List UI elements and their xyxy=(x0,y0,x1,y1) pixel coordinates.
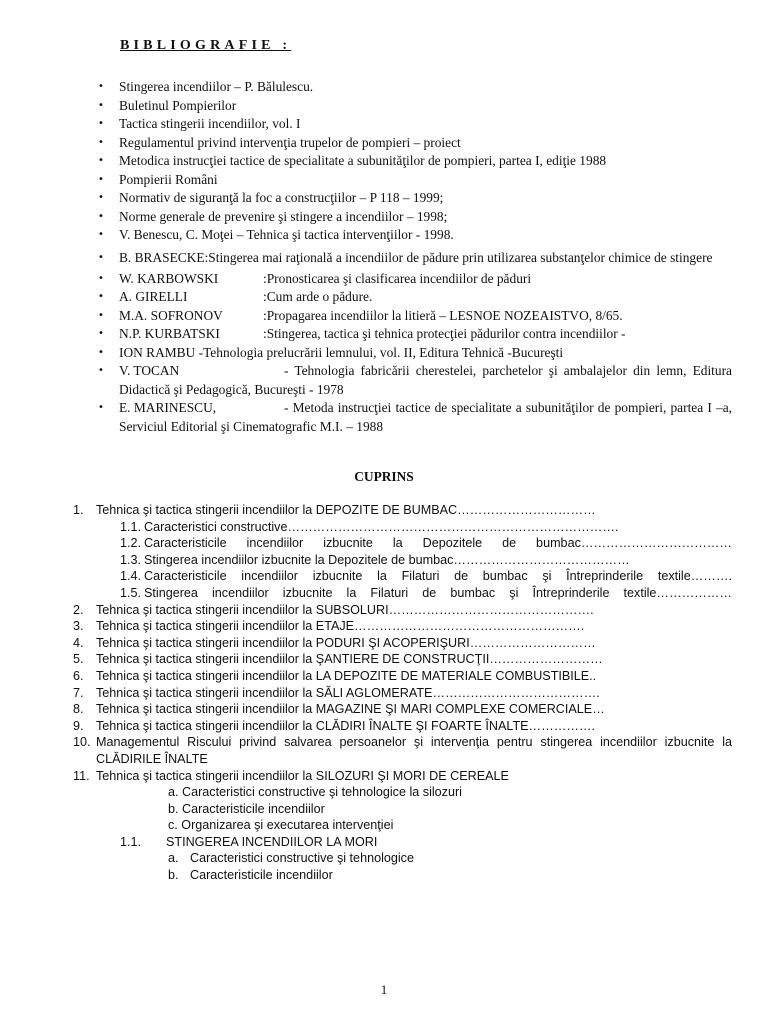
list-item: • Metodica instrucţiei tactice de specialitate a subunităţilor de pompieri, partea I, ediţie 1988 xyxy=(0,152,768,171)
list-item: • V. Benescu, C. Moţei – Tehnica şi tactica intervenţiilor - 1998. xyxy=(0,226,768,245)
toc-subentry: 1.4. Caracteristicile incendiilor izbucnite la Filaturi de bumbac şi Întreprinderile textile………. xyxy=(120,569,732,584)
work: :Propagarea incendiilor la litieră – LESNOE NOZEAISTVO, 8/65. xyxy=(263,307,623,323)
work: - Tehnologia fabricării cherestelei, parchetelor şi ambalajelor din lemn, Editura Didactică şi Pedagogică, Bucureşti - 1978 xyxy=(119,363,732,397)
toc-entry: 9. Tehnica şi tactica stingerii incendiilor la CLĂDIRI ÎNALTE ŞI FOARTE ÎNALTE……………. xyxy=(73,718,596,733)
toc-entry: 2. Tehnica şi tactica stingerii incendiilor la SUBSOLURI…………………………………………. xyxy=(73,602,594,617)
author: W. KARBOWSKI xyxy=(119,270,219,286)
toc-entry: 3. Tehnica şi tactica stingerii incendiilor la ETAJE………………………………………………. xyxy=(73,619,585,634)
list-item: • Normativ de siguranţă la foc a construcţiilor – P 118 – 1999; xyxy=(0,189,768,208)
work: :Stingerea, tactica şi tehnica protecţiei pădurilor contra incendiilor - xyxy=(263,326,626,341)
toc-subentry: 1.5. Stingerea incendiilor izbucnite la Filaturi de bumbac şi Întreprinderile textile……………… xyxy=(120,585,732,600)
work: :Pronosticarea şi clasificarea incendiilor de păduri xyxy=(263,270,532,286)
list-item: • Tactica stingerii incendiilor, vol. I xyxy=(0,115,768,134)
list-item: • B. BRASECKE:Stingerea mai raţională a incendiilor de pădure prin utilizarea substanţelor chimice de stingere xyxy=(0,245,768,270)
toc-entry: 1. Tehnica şi tactica stingerii incendiilor la DEPOZITE DE BUMBAC…………………………… xyxy=(73,503,596,517)
author: A. GIRELLI xyxy=(119,289,188,304)
toc-entry: 7. Tehnica şi tactica stingerii incendiilor la SĂLI AGLOMERATE…………………………………. xyxy=(73,685,600,700)
list-item: • Stingerea incendiilor – P. Bălulescu. xyxy=(0,78,768,97)
list-item: • Norme generale de prevenire şi stingere a incendiilor – 1998; xyxy=(0,208,768,227)
toc-subentry: a. Caracteristici constructive şi tehnologice xyxy=(168,851,414,866)
toc-subentry: b. Caracteristicile incendiilor xyxy=(168,868,333,883)
toc-entry: 4. Tehnica şi tactica stingerii incendiilor la PODURI ŞI ACOPERIŞURI………………………… xyxy=(73,635,596,650)
toc-subentry: 1.3. Stingerea incendiilor izbucnite la Depozitele de bumbac…………………………………… xyxy=(120,552,630,567)
author: M.A. SOFRONOV xyxy=(119,307,223,323)
list-item xyxy=(0,362,768,399)
list-item xyxy=(0,307,768,326)
toc-subentry: 1.1. Caracteristici constructive……………………………………………………………………. xyxy=(120,519,619,534)
toc-entry: 11. Tehnica şi tactica stingerii incendiilor la SILOZURI ŞI MORI DE CEREALE xyxy=(73,768,509,783)
list-item xyxy=(0,399,768,436)
toc-entry: 10. Managementul Riscului privind salvarea persoanelor şi intervenţia pentru stingerea incendiilor izbucnite la CLĂDIRILE ÎNALTE xyxy=(73,735,732,766)
list-item: • Regulamentul privind intervenţia trupelor de pompieri – proiect xyxy=(0,134,768,153)
bibliography-list xyxy=(0,78,768,436)
list-item xyxy=(0,288,768,307)
work: - Metoda instrucţiei tactice de specialitate a subunităţilor de pompieri, partea I –a, Serviciul Editorial şi Cinematografic M.I. – 1988 xyxy=(119,400,732,434)
page-number: 1 xyxy=(380,982,388,997)
toc-entry: 8. Tehnica şi tactica stingerii incendiilor la MAGAZINE ŞI MARI COMPLEXE COMERCIALE… xyxy=(73,702,605,717)
toc-subentry: b. Caracteristicile incendiilor xyxy=(168,801,325,816)
work: :Cum arde o pădure. xyxy=(263,289,373,304)
page-title: BIBLIOGRAFIE : xyxy=(120,38,292,53)
toc-subentry: 1.2. Caracteristicile incendiilor izbucnite la Depozitele de bumbac……………………………… xyxy=(120,536,732,551)
toc-entry: 5. Tehnica şi tactica stingerii incendiilor la ŞANTIERE DE CONSTRUCŢII……………………… xyxy=(73,652,603,667)
list-item: • ION RAMBU -Tehnologia prelucrării lemnului, vol. II, Editura Tehnică -Bucureşti xyxy=(0,344,768,363)
list-item: • Buletinul Pompierilor xyxy=(0,97,768,116)
list-item xyxy=(0,270,768,289)
author: E. MARINESCU, xyxy=(119,400,217,415)
list-item: • Pompierii Români xyxy=(0,171,768,190)
toc-subentry: c. Organizarea şi executarea intervenţiei xyxy=(168,818,394,833)
table-of-contents xyxy=(0,502,768,884)
toc-entry: 6. Tehnica şi tactica stingerii incendiilor la LA DEPOZITE DE MATERIALE COMBUSTIBILE.. xyxy=(73,668,597,683)
author: V. TOCAN xyxy=(119,363,180,378)
toc-subentry: a. Caracteristici constructive şi tehnologice la silozuri xyxy=(168,785,462,800)
author: N.P. KURBATSKI xyxy=(119,326,220,341)
toc-subentry: 1.1. STINGEREA INCENDIILOR LA MORI xyxy=(120,834,378,849)
contents-heading: CUPRINS xyxy=(354,469,414,484)
list-item xyxy=(0,325,768,344)
